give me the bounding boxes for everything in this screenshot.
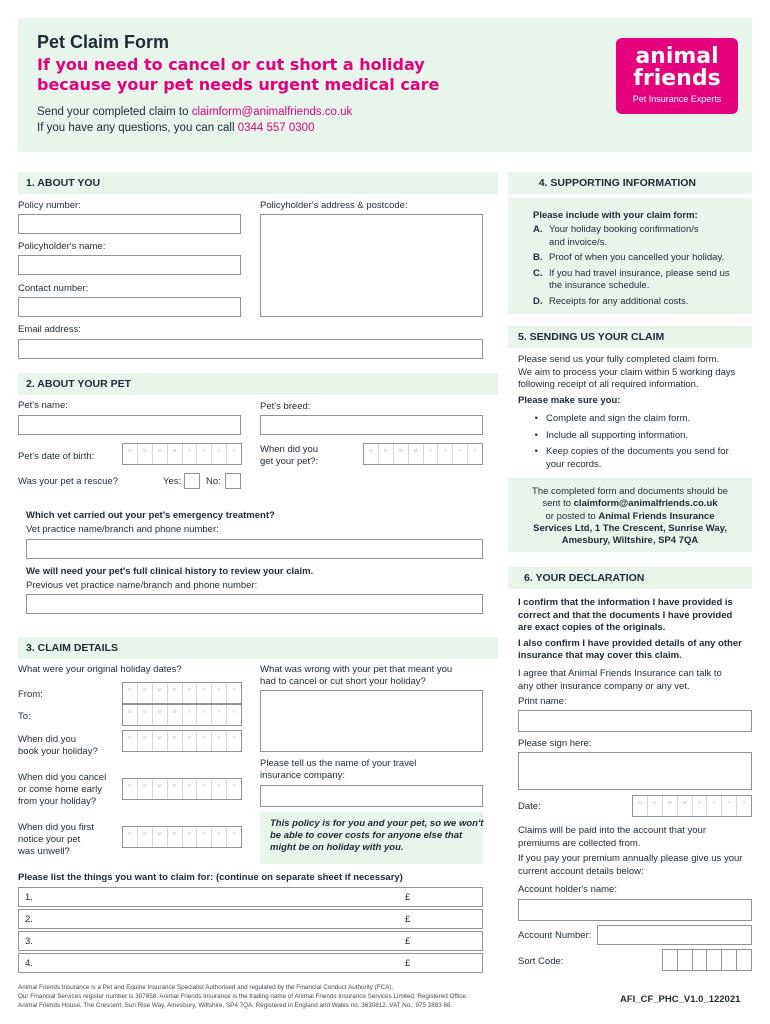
list-item: • Complete and sign the claim form. [534, 413, 691, 424]
history-sub-label: Previous vet practice name/branch and phone number: [26, 580, 258, 591]
label-line: had to cancel or cut short your holiday? [260, 676, 426, 687]
label-line: When did you [260, 444, 319, 455]
date-digit-cell[interactable]: Y [197, 779, 212, 799]
email-input[interactable] [18, 339, 483, 359]
footer-line: Animal Friends Insurance is a Pet and Equine Insurance Specialist Authorised and regulated by the Financial Conduct Authority (FCA). [18, 984, 394, 991]
holiday-dates-label: What were your original holiday dates? [18, 664, 182, 675]
date-digit-cell[interactable]: D [364, 444, 379, 464]
section-heading-claim-details: 3. CLAIM DETAILS [18, 637, 498, 659]
date-digit-cell[interactable]: Y [232, 709, 236, 714]
text-line: I confirm that the information I have provided is [518, 597, 733, 608]
page-subtitle [37, 55, 487, 95]
list-item [533, 268, 748, 281]
text-line: Services Ltd, 1 The Crescent, Sunrise Way, [533, 522, 727, 534]
legal-footer [18, 983, 538, 1010]
text-part: or posted to [545, 510, 599, 522]
label-line: When did you cancel [18, 772, 107, 783]
sending-paragraph [518, 354, 752, 392]
label-line: get your pet?: [260, 456, 319, 467]
history-question: We will need your pet's full clinical history to review your claim. [26, 566, 314, 577]
item-key: C. [533, 267, 543, 279]
item-text: and invoice/s. [549, 236, 608, 248]
item-text: If you had travel insurance, please send us [549, 267, 730, 279]
policy-number-label: Policy number: [18, 200, 81, 211]
date-digit-cell[interactable]: M [168, 444, 183, 464]
date-digit-cell[interactable]: M [678, 796, 693, 816]
text-part: sent to [542, 498, 574, 510]
print-name-label: Print name: [518, 696, 567, 707]
section-heading-about-pet: 2. ABOUT YOUR PET [18, 373, 498, 395]
when-got-pet-label [260, 444, 318, 468]
date-digit-cell[interactable]: D [123, 731, 138, 751]
supporting-intro: Please include with your claim form: [533, 210, 698, 221]
row-number: 3. [25, 936, 33, 947]
previous-vet-input[interactable] [26, 594, 483, 614]
policyholder-name-input[interactable] [18, 255, 241, 275]
date-digit-cell[interactable]: M [168, 731, 183, 751]
date-digit-cell[interactable]: D [123, 779, 138, 799]
text-part: Animal Friends Insurance [598, 510, 715, 522]
text-line: I also confirm I have provided details of any other [518, 637, 742, 649]
date-digit-cell[interactable]: M [153, 731, 168, 751]
send-line [37, 106, 352, 118]
print-name-input[interactable] [518, 710, 752, 732]
date-digit-cell[interactable]: D [648, 796, 663, 816]
label-line: When did you [18, 734, 77, 745]
item-text: Include all supporting information. [546, 429, 689, 441]
date-digit-cell[interactable]: Y [212, 444, 227, 464]
from-label: From: [18, 689, 43, 700]
sort-code-digit[interactable] [662, 949, 678, 971]
when-got-pet-input[interactable] [363, 443, 483, 465]
date-digit-cell[interactable]: Y [212, 731, 227, 751]
text-line: Amesbury, Wiltshire, SP4 7QA [561, 535, 699, 547]
pet-name-label: Pet's name: [18, 400, 68, 411]
sign-label: Please sign here: [518, 738, 592, 749]
travel-insurer-input[interactable] [260, 785, 483, 807]
what-wrong-input[interactable] [260, 690, 483, 752]
rescue-no-checkbox[interactable] [225, 473, 241, 489]
claim-row-4[interactable] [18, 953, 483, 973]
sort-code-digit[interactable] [707, 949, 722, 971]
date-digit-cell[interactable]: M [153, 705, 168, 725]
list-item [533, 296, 748, 309]
date-digit-cell[interactable]: D [123, 444, 138, 464]
logo-line: animal [635, 44, 719, 69]
booked-date-input[interactable] [122, 730, 242, 752]
travel-insurer-label [260, 758, 416, 782]
rescue-yes-checkbox[interactable] [184, 473, 200, 489]
signature-input[interactable] [518, 752, 752, 790]
sort-code-digit[interactable] [737, 949, 752, 971]
date-digit-cell[interactable]: Y [197, 683, 212, 703]
section-heading-declaration: 6. YOUR DECLARATION [508, 567, 752, 589]
declaration-agree [518, 668, 752, 693]
date-digit-cell[interactable]: Y [693, 796, 708, 816]
holiday-from-input[interactable] [122, 682, 242, 704]
claim-row-3[interactable] [18, 931, 483, 951]
make-sure-list [518, 413, 752, 471]
vet-sub-label: Vet practice name/branch and phone number: [26, 524, 219, 535]
payment-info [518, 825, 752, 878]
supporting-list [533, 224, 748, 308]
date-digit-cell[interactable]: Y [212, 705, 227, 725]
list-item [533, 237, 748, 250]
date-digit-cell[interactable]: Y [197, 731, 212, 751]
section-heading-supporting: 4. SUPPORTING INFORMATION [508, 172, 752, 194]
date-digit-cell[interactable]: Y [424, 444, 439, 464]
date-digit-cell[interactable]: D [123, 827, 138, 847]
text-line: Please send us your fully completed claim form. [518, 354, 720, 365]
sort-code-digit[interactable] [722, 949, 737, 971]
item-text: Keep copies of the documents you send for [546, 446, 729, 457]
pet-dob-input[interactable] [122, 443, 242, 465]
text-line: any other insurance company or any vet. [518, 680, 690, 692]
footer-line: Our Financial Services register number is 307858. Animal Friends Insurance is the trading name of Animal Friends Insurance Services Limited. Registered Office: [18, 993, 468, 1000]
address-label: Policyholder's address & postcode: [260, 200, 408, 211]
pound-sign: £ [405, 936, 411, 947]
declaration-confirm [518, 597, 752, 663]
date-digit-cell[interactable]: Y [197, 705, 212, 725]
date-digit-cell[interactable]: Y [183, 731, 198, 751]
list-item [518, 459, 752, 472]
list-item [533, 252, 748, 265]
text-line [508, 498, 752, 510]
call-line [37, 122, 314, 134]
date-digit-cell[interactable]: Y [183, 827, 198, 847]
label-line: insurance company: [260, 770, 346, 781]
date-digit-cell[interactable]: D [138, 731, 153, 751]
item-text: Receipts for any additional costs. [549, 295, 689, 307]
date-digit-cell[interactable]: Y [212, 683, 227, 703]
to-label: To: [18, 711, 31, 722]
claim-email-link[interactable]: claimform@animalfriends.co.uk [573, 498, 718, 510]
item-text: Your holiday booking confirmation/s [549, 224, 699, 235]
list-item [533, 224, 748, 237]
label-line: When did you first [18, 822, 95, 833]
list-item: • Include all supporting information. [534, 429, 689, 441]
note-line: might be on holiday with you. [270, 842, 404, 853]
policyholder-name-label: Policyholder's name: [18, 241, 106, 252]
text-line: following receipt of all required information. [518, 379, 699, 390]
account-holder-input[interactable] [518, 899, 752, 921]
date-digit-cell[interactable]: M [168, 827, 183, 847]
pet-dob-label: Pet's date of birth: [18, 451, 95, 462]
date-digit-cell[interactable]: Y [212, 827, 227, 847]
animal-friends-logo [616, 38, 738, 114]
date-digit-cell[interactable]: Y [197, 444, 212, 464]
date-digit-cell[interactable]: Y [212, 779, 227, 799]
date-digit-cell[interactable]: Y [232, 687, 236, 692]
note-line: be able to cover costs for anyone else that [270, 830, 463, 841]
label-line: from your holiday? [18, 796, 97, 807]
date-digit-cell[interactable]: M [394, 444, 409, 464]
vet-question: Which vet carried out your pet's emergency treatment? [26, 510, 275, 521]
date-digit-cell[interactable]: Y [197, 827, 212, 847]
date-digit-cell[interactable]: M [153, 683, 168, 703]
label-line: book your holiday? [18, 746, 98, 757]
item-text: Complete and sign the claim form. [546, 413, 691, 424]
date-digit-cell[interactable]: Y [232, 783, 236, 788]
item-text: your records. [546, 458, 602, 470]
item-text: Proof of when you cancelled your holiday. [549, 252, 725, 263]
date-digit-cell[interactable]: M [153, 444, 168, 464]
label-line: Please tell us the name of your travel [260, 758, 417, 769]
contact-number-label: Contact number: [18, 283, 89, 294]
date-digit-cell[interactable]: Y [183, 705, 198, 725]
what-wrong-label [260, 664, 452, 688]
item-key: B. [533, 252, 543, 263]
label-line: or come home early [18, 784, 102, 795]
pet-name-input[interactable] [18, 415, 241, 435]
text-line [508, 511, 752, 523]
footer-line: Animal Friends House, The Crescent, Sun Rise Way, Amesbury, Wiltshire, SP4 7QA. Registered in England and Wales no: 3630812. VAT No.: 975 2883 68. [18, 1002, 453, 1009]
row-number: 4. [25, 958, 33, 969]
text-line: correct and that the documents I have provided [518, 609, 733, 621]
pound-sign: £ [405, 958, 411, 969]
address-input[interactable] [260, 214, 483, 317]
claim-email-link[interactable]: claimform@animalfriends.co.uk [191, 106, 353, 118]
date-digit-cell[interactable]: D [138, 683, 153, 703]
rescue-yes-label: Yes: [163, 476, 182, 487]
date-digit-cell[interactable]: Y [453, 444, 468, 464]
pet-breed-label: Pet's breed: [260, 401, 311, 412]
date-digit-cell[interactable]: Y [232, 448, 236, 453]
rescue-no-label: No: [206, 476, 221, 487]
declaration-date-input[interactable] [632, 795, 752, 817]
text-line: The completed form and documents should be [532, 486, 728, 497]
text-line: We aim to process your claim within 5 working days [518, 366, 736, 378]
date-digit-cell[interactable]: Y [742, 800, 746, 805]
date-digit-cell[interactable]: D [138, 705, 153, 725]
cancel-label [18, 772, 106, 808]
label-line: What was wrong with your pet that meant you [260, 664, 453, 675]
text-line: current account details below: [518, 865, 644, 877]
pet-breed-input[interactable] [260, 415, 483, 435]
postal-address [508, 486, 752, 547]
item-key: D. [533, 295, 543, 307]
account-number-label: Account Number: [518, 930, 592, 941]
holiday-to-input[interactable] [122, 704, 242, 726]
contact-number-input[interactable] [18, 297, 241, 317]
date-digit-cell[interactable]: M [153, 827, 168, 847]
section-heading-about-you: 1. ABOUT YOU [18, 172, 498, 194]
policy-note [270, 818, 483, 854]
booked-label [18, 734, 98, 758]
date-digit-cell[interactable]: D [138, 827, 153, 847]
item-key: A. [533, 224, 543, 235]
claim-row-2[interactable] [18, 909, 483, 929]
date-digit-cell[interactable]: D [123, 705, 138, 725]
sort-code-digit[interactable] [693, 949, 708, 971]
call-prefix: If you have any questions, you can call [37, 122, 238, 134]
date-digit-cell[interactable]: D [379, 444, 394, 464]
date-digit-cell[interactable]: Y [438, 444, 453, 464]
date-digit-cell[interactable]: Y [473, 448, 477, 453]
form-version-code: AFI_CF_PHC_V1.0_122021 [620, 994, 741, 1005]
logo-tagline: Pet Insurance Experts [632, 94, 722, 104]
page-title: Pet Claim Form [37, 32, 170, 52]
list-item: • Keep copies of the documents you send for [534, 446, 729, 457]
label-line: was unwell? [18, 846, 70, 857]
section-heading-sending: 5. SENDING US YOUR CLAIM [508, 326, 752, 348]
text-line: I agree that Animal Friends Insurance can talk to [518, 668, 722, 679]
row-number: 2. [25, 914, 33, 925]
date-digit-cell[interactable]: D [138, 779, 153, 799]
account-number-input[interactable] [597, 925, 752, 945]
date-digit-cell[interactable]: M [168, 779, 183, 799]
pound-sign: £ [405, 892, 411, 903]
rescue-label: Was your pet a rescue? [18, 476, 118, 487]
claim-row-1[interactable] [18, 887, 483, 907]
date-digit-cell[interactable]: M [153, 779, 168, 799]
send-prefix: Send your completed claim to [37, 106, 192, 118]
policy-number-input[interactable] [18, 214, 241, 234]
text-line: If you pay your premium annually please give us your [518, 853, 743, 864]
subtitle-line: If you need to cancel or cut short a holiday [37, 55, 425, 74]
phone-number-link[interactable]: 0344 557 0300 [237, 122, 315, 134]
text-line: are exact copies of the originals. [518, 622, 666, 633]
date-digit-cell[interactable]: D [123, 683, 138, 703]
date-label: Date: [518, 801, 541, 812]
vet-practice-input[interactable] [26, 539, 483, 559]
date-digit-cell[interactable]: Y [232, 735, 236, 740]
cancel-date-input[interactable] [122, 778, 242, 800]
date-digit-cell[interactable]: D [633, 796, 648, 816]
date-digit-cell[interactable]: Y [183, 444, 198, 464]
date-digit-cell[interactable]: Y [707, 796, 722, 816]
note-line: This policy is for you and your pet, so we won't [270, 818, 484, 829]
label-line: notice your pet [18, 834, 81, 845]
date-digit-cell[interactable]: M [168, 683, 183, 703]
date-digit-cell[interactable]: M [409, 444, 424, 464]
row-number: 1. [25, 892, 33, 903]
text-line: Claims will be paid into the account that your [518, 825, 706, 836]
email-label: Email address: [18, 324, 81, 335]
logo-line: friends [633, 66, 721, 91]
notice-label [18, 822, 94, 858]
text-line: premiums are collected from. [518, 837, 641, 849]
sort-code-digit[interactable] [678, 949, 693, 971]
account-holder-label: Account holder's name: [518, 884, 617, 895]
item-text: the insurance schedule. [549, 280, 650, 291]
date-digit-cell[interactable]: Y [722, 796, 737, 816]
pound-sign: £ [405, 914, 411, 925]
date-digit-cell[interactable]: D [138, 444, 153, 464]
subtitle-line: because your pet needs urgent medical care [37, 75, 440, 94]
date-digit-cell[interactable]: Y [183, 683, 198, 703]
sort-code-label: Sort Code: [518, 956, 564, 967]
text-line: insurance that may cover this claim. [518, 650, 682, 661]
notice-date-input[interactable] [122, 826, 242, 848]
date-digit-cell[interactable]: Y [183, 779, 198, 799]
date-digit-cell[interactable]: M [663, 796, 678, 816]
claim-list-intro: Please list the things you want to claim for: (continue on separate sheet if necessary) [18, 872, 403, 883]
date-digit-cell[interactable]: M [168, 705, 183, 725]
make-sure-label: Please make sure you: [518, 395, 621, 406]
date-digit-cell[interactable]: Y [232, 831, 236, 836]
sort-code-input[interactable] [662, 949, 752, 971]
list-item [533, 280, 748, 293]
